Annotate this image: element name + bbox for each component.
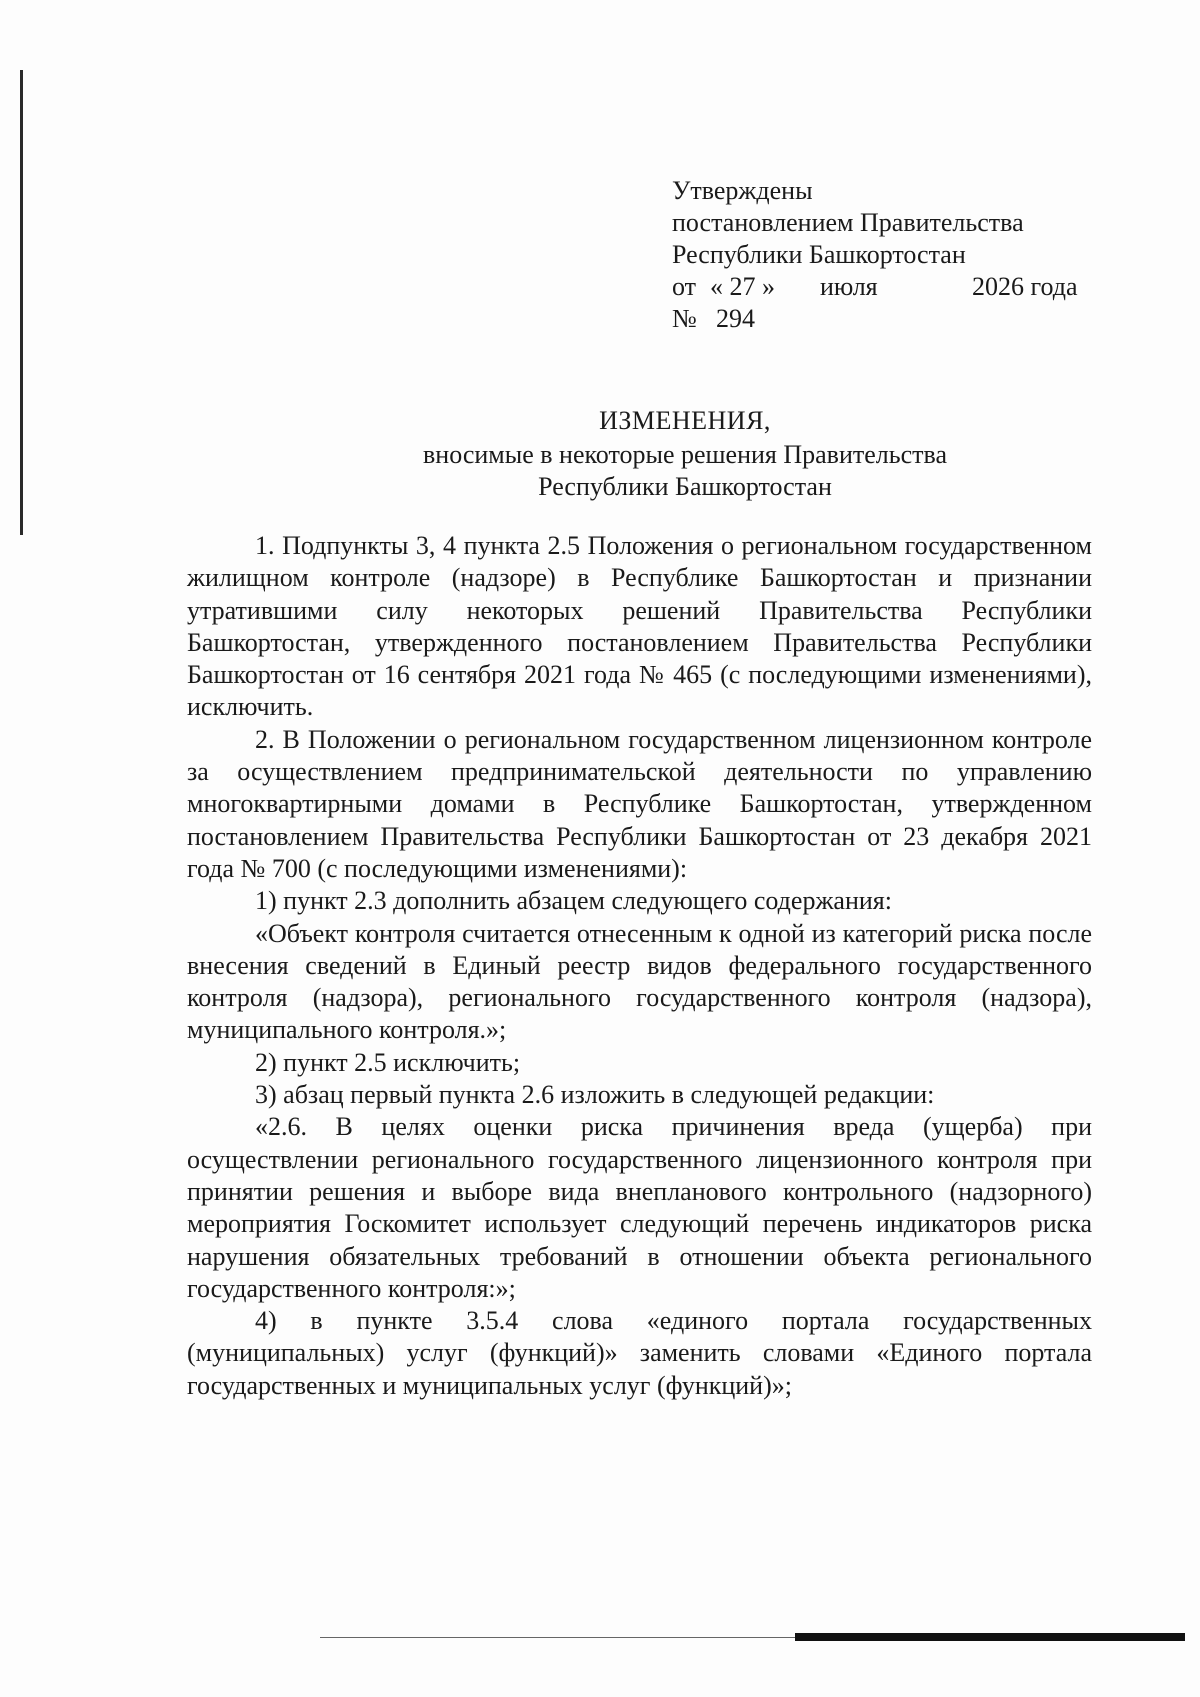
paragraph: 2. В Положении о региональном государственном лицензионном контроле за осуществлением предпринимательской деятельности по управлению многоквартирными домами в Республике Башкортостан, утвержденном постановлением Правительства Республики Башкортостан от 23 декабря 2021 года № 700 (с последующими изменениями): (187, 724, 1092, 883)
paragraph: 3) абзац первый пункта 2.6 изложить в следующей редакции: (255, 1080, 935, 1110)
paragraph: 1) пункт 2.3 дополнить абзацем следующего содержания: (255, 886, 892, 916)
approval-line-republic: Республики Башкортостан (672, 240, 966, 269)
approval-line-resolution: постановлением Правительства (672, 208, 1024, 237)
approval-date-year: 2026 года (972, 272, 1078, 301)
approval-number-prefix: № (672, 304, 697, 333)
approval-stamp-block (672, 175, 1092, 335)
paragraph: 4) в пункте 3.5.4 слова «единого портала государственных (муниципальных) услуг (функций)» заменить словами «Единого портала государственных и муниципальных услуг (функций)»; (187, 1306, 1092, 1400)
paragraph: 1. Подпункты 3, 4 пункта 2.5 Положения о региональном государственном жилищном контроле (надзоре) в Республике Башкортостан и признании утратившими силу некоторых решений Правительства Республики Башкортостан, утвержденного постановлением Правительства Республики Башкортостан от 16 сентября 2021 года № 465 (с последующими изменениями), исключить. (187, 531, 1092, 722)
approval-number-value: 294 (716, 304, 755, 333)
approval-date-day: « 27 » (710, 272, 775, 301)
document-title: ИЗМЕНЕНИЯ, (599, 406, 771, 435)
paragraph: «Объект контроля считается отнесенным к одной из категорий риска после внесения сведений в Единый реестр видов федерального государственного контроля (надзора), регионального государственного контроля (надзора), муниципального контроля.»; (187, 918, 1092, 1045)
approval-number-line (672, 303, 1092, 335)
document-heading (330, 405, 1040, 503)
scan-edge-mark (20, 70, 23, 535)
document-subtitle-line1: вносимые в некоторые решения Правительства (423, 440, 947, 469)
approval-date-prefix: от (672, 272, 697, 301)
paragraph: «2.6. В целях оценки риска причинения вреда (ущерба) при осуществлении регионального государственного лицензионного контроля при принятии решения и выборе вида внепланового контрольного (надзорного) мероприятия Госкомитет использует следующий перечень индикаторов риска нарушения обязательных требований в отношении объекта регионального государственного контроля:»; (187, 1112, 1092, 1303)
approval-date-month: июля (820, 272, 878, 301)
document-subtitle-line2: Республики Башкортостан (538, 472, 832, 501)
bottom-rule-bar (795, 1633, 1185, 1641)
paragraph: 2) пункт 2.5 исключить; (255, 1047, 521, 1077)
approval-date-line (672, 271, 1092, 303)
document-body (187, 530, 1092, 1402)
approval-line-approved: Утверждены (672, 176, 813, 205)
